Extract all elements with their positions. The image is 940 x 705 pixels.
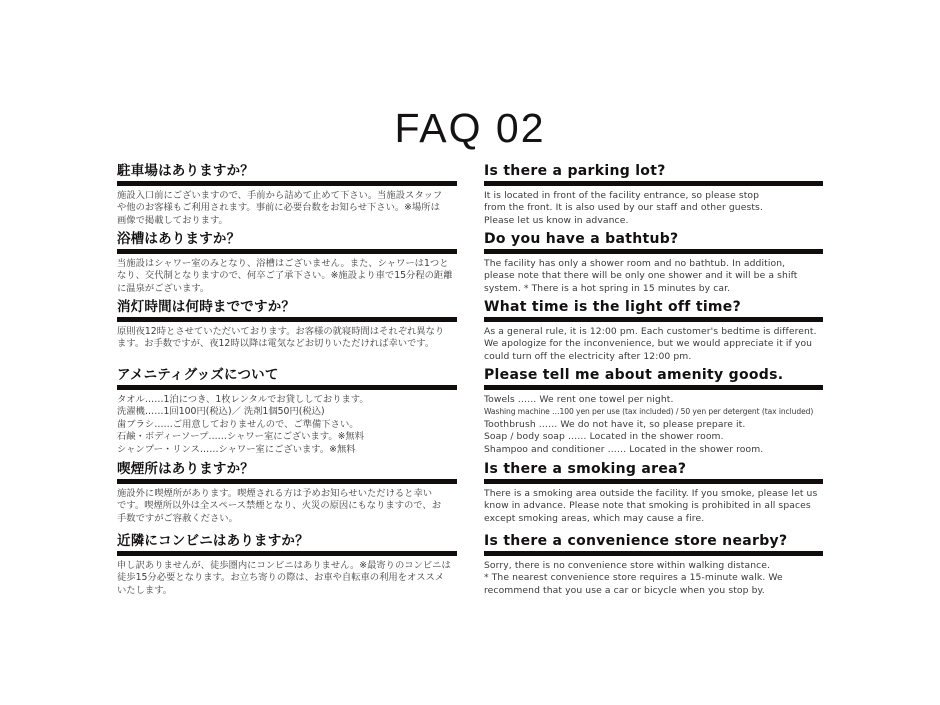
faq-ja-parking — [117, 163, 457, 227]
answer-line: に温泉がございます。 — [117, 282, 210, 294]
faq-heading: 喫煙所はありますか？ — [117, 461, 254, 477]
faq-en-convenience-store — [484, 533, 823, 597]
heading-divider-bar — [484, 181, 823, 186]
answer-line: Shampoo and conditioner …… Located in the shower room. — [484, 443, 764, 455]
answer-line: recommend that you use a car or bicycle when you stop by. — [484, 584, 765, 596]
faq-en-lights-off — [484, 299, 823, 363]
answer-line: We apologize for the inconvenience, but we would appreciate it if you — [484, 338, 813, 350]
answer-line: ます。お手数ですが、夜12時以降は電気などお切りいただければ幸いです。 — [117, 338, 435, 350]
heading-divider-bar — [484, 249, 823, 254]
answer-line: や他のお客様もご利用されます。事前に必要台数をお知らせ下さい。※場所は — [117, 202, 440, 214]
answer-line: 石鹸・ボディーソープ……シャワー室にございます。※無料 — [117, 431, 364, 443]
heading-divider-bar — [117, 551, 457, 556]
answer-line: could turn off the electricity after 12:00 pm. — [484, 350, 692, 362]
answer-line: 歯ブラシ……ご用意しておりませんので、ご準備下さい。 — [117, 418, 359, 430]
heading-divider-bar — [484, 317, 823, 322]
answer-line: 申し訳ありませんが、徒歩圏内にコンビニはありません。※最寄りのコンビニは — [117, 560, 451, 571]
faq-heading: Is there a smoking area? — [484, 461, 687, 477]
answer-line: 洗濯機……1回100円(税込)／ 洗剤1個50円(税込) — [117, 406, 325, 418]
answer-line: There is a smoking area outside the facility. If you smoke, please let us — [484, 488, 818, 499]
faq-answer — [117, 560, 457, 597]
answer-line: Please let us know in advance. — [484, 214, 629, 226]
faq-en-bathtub — [484, 231, 823, 295]
faq-heading: アメニティグッズについて — [117, 367, 279, 383]
answer-line: 原則夜12時とさせていただいております。お客様の就寝時間はそれぞれ異なり — [117, 326, 445, 337]
answer-line: Towels …… We rent one towel per night. — [484, 394, 674, 405]
page-title: FAQ 02 — [394, 105, 546, 151]
answer-line: 画像で掲載しております。 — [117, 214, 228, 226]
faq-answer — [117, 488, 457, 525]
faq-heading: 消灯時間は何時までですか？ — [117, 299, 296, 315]
faq-answer — [117, 190, 457, 227]
faq-heading: 浴槽はありますか？ — [117, 231, 241, 247]
answer-line: 施設入口前にございますので、手前から詰めて止めて下さい。当施設スタッフ — [117, 190, 443, 201]
answer-line: know in advance. Please note that smoking is prohibited in all spaces — [484, 500, 811, 512]
answer-line: Washing machine …100 yen per use (tax included) / 50 yen per detergent (tax included) — [484, 407, 814, 417]
faq-answer — [484, 560, 823, 597]
answer-line: シャンプー・リンス……シャワー室にございます。※無料 — [117, 443, 356, 455]
answer-line: いたします。 — [117, 584, 173, 596]
answer-line: please note that there will be only one shower and it will be a shift — [484, 270, 798, 282]
answer-line: The facility has only a shower room and no bathtub. In addition, — [484, 258, 786, 269]
faq-heading: Is there a convenience store nearby? — [484, 533, 788, 549]
answer-line: It is located in front of the facility entrance, so please stop — [484, 190, 760, 201]
heading-divider-bar — [484, 551, 823, 556]
answer-line: 施設外に喫煙所があります。喫煙される方は予めお知らせいただけると幸い — [117, 488, 433, 499]
answer-line: Sorry, there is no convenience store within walking distance. — [484, 560, 771, 571]
faq-answer — [484, 190, 823, 227]
heading-divider-bar — [484, 385, 823, 390]
answer-line: * The nearest convenience store requires a 15-minute walk. We — [484, 572, 783, 584]
heading-divider-bar — [117, 385, 457, 390]
faq-heading: Is there a parking lot? — [484, 163, 666, 179]
answer-line: except smoking areas, which may cause a fire. — [484, 512, 705, 524]
heading-divider-bar — [117, 479, 457, 484]
answer-line: です。喫煙所以外は全スペース禁煙となり、火災の原因にもなりますので、お — [117, 500, 441, 512]
answer-line: Soap / body soap …… Located in the shower room. — [484, 431, 724, 443]
answer-line: from the front. It is also used by our staff and other guests. — [484, 202, 763, 214]
answer-line: Toothbrush …… We do not have it, so please prepare it. — [484, 418, 746, 430]
faq-answer — [117, 394, 457, 456]
faq-answer — [484, 326, 823, 363]
faq-heading: 駐車場はありますか？ — [117, 163, 254, 179]
faq-en-amenities — [484, 367, 823, 456]
faq-en-parking — [484, 163, 823, 227]
faq-en-smoking — [484, 461, 823, 525]
answer-line: As a general rule, it is 12:00 pm. Each customer's bedtime is different. — [484, 326, 817, 337]
answer-line: system. * There is a hot spring in 15 minutes by car. — [484, 282, 731, 294]
heading-divider-bar — [117, 181, 457, 186]
faq-answer — [484, 394, 823, 456]
faq-answer — [117, 326, 457, 351]
answer-line: 手数ですがご容赦ください。 — [117, 512, 238, 524]
answer-line: タオル……1泊につき、1枚レンタルでお貸ししております。 — [117, 394, 369, 405]
faq-heading: 近隣にコンビニはありますか？ — [117, 533, 309, 549]
faq-ja-convenience-store — [117, 533, 457, 597]
heading-divider-bar — [484, 479, 823, 484]
faq-ja-amenities — [117, 367, 457, 456]
answer-line: 徒歩15分必要となります。お立ち寄りの際は、お車や自転車の利用をオススメ — [117, 572, 445, 584]
faq-heading: Do you have a bathtub? — [484, 231, 679, 247]
faq-heading: What time is the light off time? — [484, 299, 742, 315]
faq-heading: Please tell me about amenity goods. — [484, 367, 784, 383]
faq-ja-bathtub — [117, 231, 457, 295]
answer-line: 当施設はシャワー室のみとなり、浴槽はございません。また、シャワーは1つと — [117, 258, 449, 269]
faq-answer — [484, 488, 823, 525]
heading-divider-bar — [117, 249, 457, 254]
heading-divider-bar — [117, 317, 457, 322]
faq-ja-lights-off — [117, 299, 457, 351]
answer-line: なり、交代制となりますので、何卒ご了承下さい。※施設より車で15分程の距離 — [117, 270, 453, 282]
faq-answer — [117, 258, 457, 295]
faq-ja-smoking — [117, 461, 457, 525]
faq-answer — [484, 258, 823, 295]
